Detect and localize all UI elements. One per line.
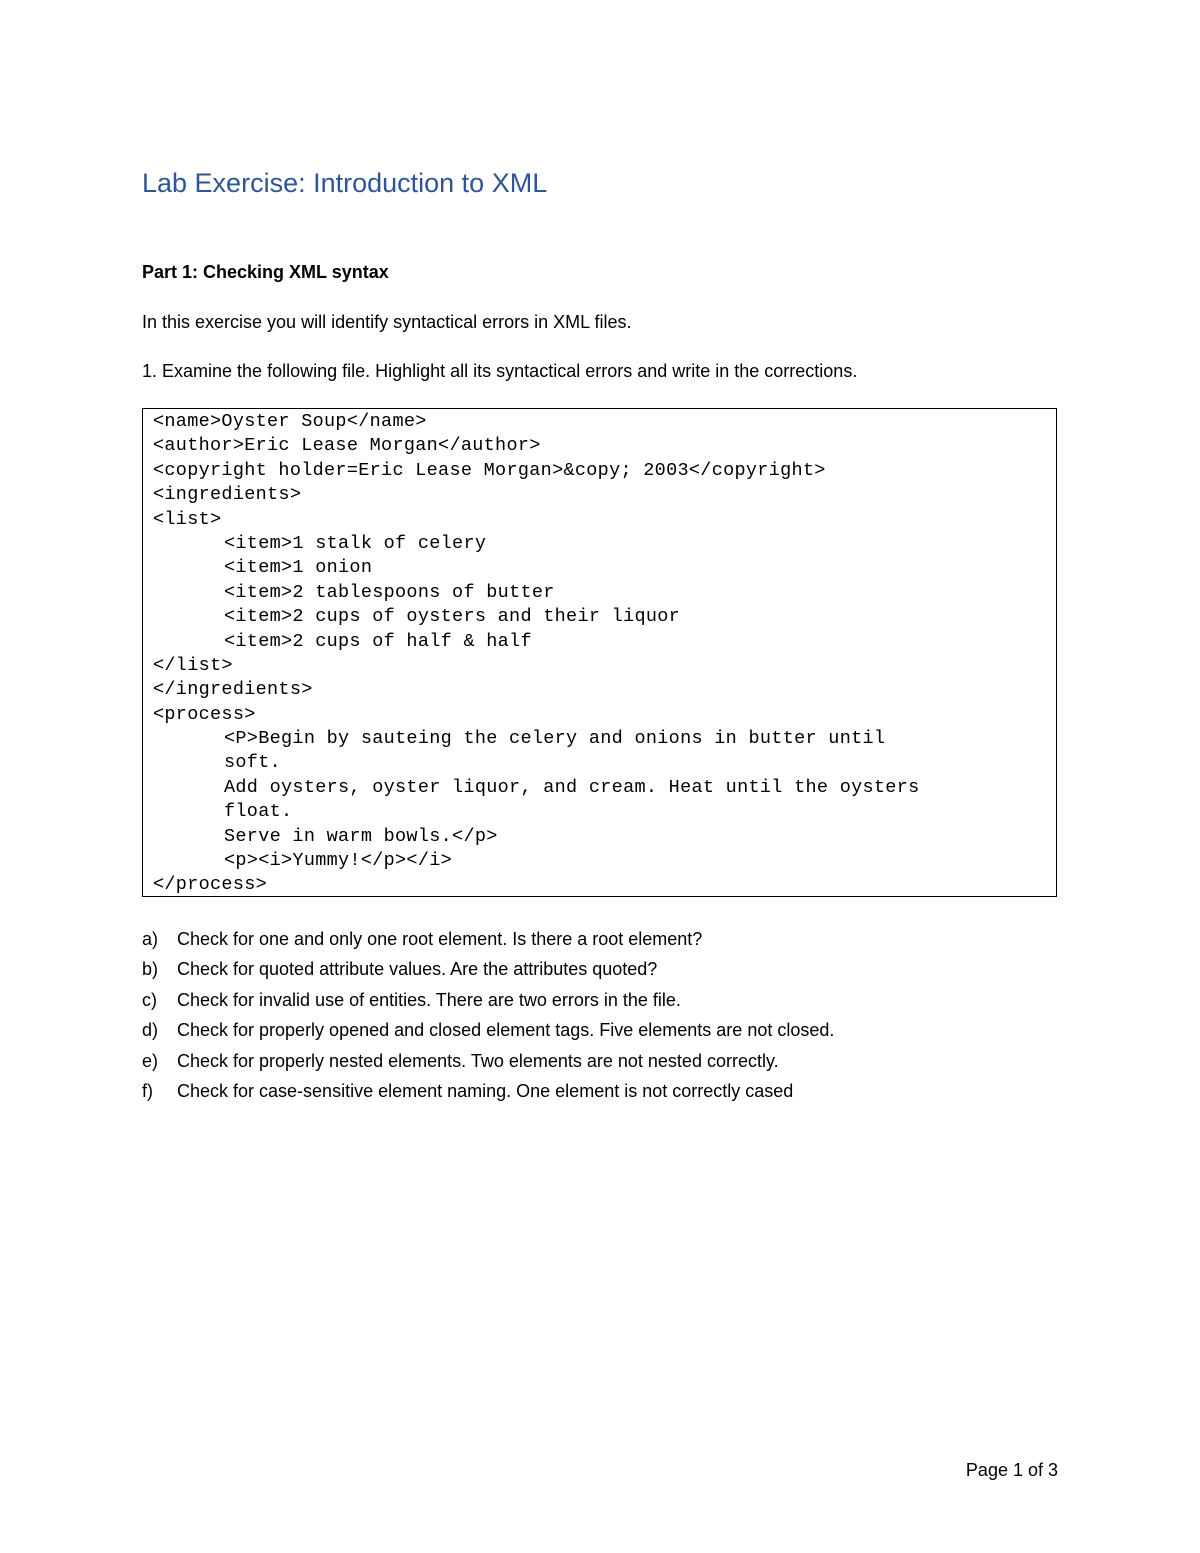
question-text: Check for quoted attribute values. Are the attributes quoted? (177, 959, 658, 980)
code-line: <process> (153, 703, 256, 725)
question-marker: f) (142, 1080, 153, 1101)
code-line: Serve in warm bowls.</p> (224, 825, 498, 847)
code-line: float. (224, 801, 293, 823)
code-line: <item>2 cups of oysters and their liquor (224, 606, 681, 628)
question-text: Check for one and only one root element. Is there a root element? (177, 929, 703, 949)
question-item (142, 928, 834, 958)
question-text: Check for invalid use of entities. There are two errors in the file. (177, 989, 681, 1010)
code-line: <p><i>Yummy!</p></i> (224, 850, 453, 872)
code-line: <item>2 tablespoons of butter (224, 581, 555, 603)
page-number: Page 1 of 3 (965, 1460, 1058, 1480)
code-line: soft. (224, 752, 282, 774)
question-text: Check for properly opened and closed element tags. Five elements are not closed. (177, 1020, 835, 1041)
code-line: <item>2 cups of half & half (224, 630, 532, 652)
code-line: <ingredients> (153, 484, 302, 506)
question-item (142, 1080, 834, 1110)
code-line: <list> (153, 508, 222, 530)
intro-paragraph: In this exercise you will identify syntactical errors in XML files. (142, 312, 632, 332)
code-line: </process> (153, 874, 268, 896)
part-heading: Part 1: Checking XML syntax (142, 262, 389, 282)
page-title: Lab Exercise: Introduction to XML (142, 168, 548, 198)
code-line: </ingredients> (153, 679, 313, 701)
question-item (142, 1050, 834, 1080)
code-line: <item>1 stalk of celery (224, 532, 487, 554)
question-marker: b) (142, 959, 159, 980)
code-line: <name>Oyster Soup</name> (153, 411, 427, 432)
code-line: <copyright holder=Eric Lease Morgan>&copy; 2003</copyright> (153, 459, 826, 481)
code-line: </list> (153, 654, 233, 676)
question-text: Check for case-sensitive element naming. One element is not correctly cased (177, 1080, 794, 1101)
question-item (142, 958, 834, 988)
code-line: <P>Begin by sauteing the celery and onions in butter until (224, 728, 886, 750)
question-list (142, 928, 834, 1110)
question-item (142, 989, 834, 1019)
code-line: <item>1 onion (224, 557, 373, 579)
xml-code-box (142, 408, 1057, 897)
question-marker: e) (142, 1050, 159, 1071)
question-marker: c) (142, 989, 157, 1010)
question-text: Check for properly nested elements. Two elements are not nested correctly. (177, 1050, 779, 1071)
instruction-paragraph: 1. Examine the following file. Highlight all its syntactical errors and write in the corrections. (142, 361, 858, 381)
question-item (142, 1019, 834, 1049)
code-line: <author>Eric Lease Morgan</author> (153, 435, 541, 457)
question-marker: a) (142, 929, 159, 949)
question-marker: d) (142, 1020, 159, 1041)
code-line: Add oysters, oyster liquor, and cream. Heat until the oysters (224, 776, 920, 798)
